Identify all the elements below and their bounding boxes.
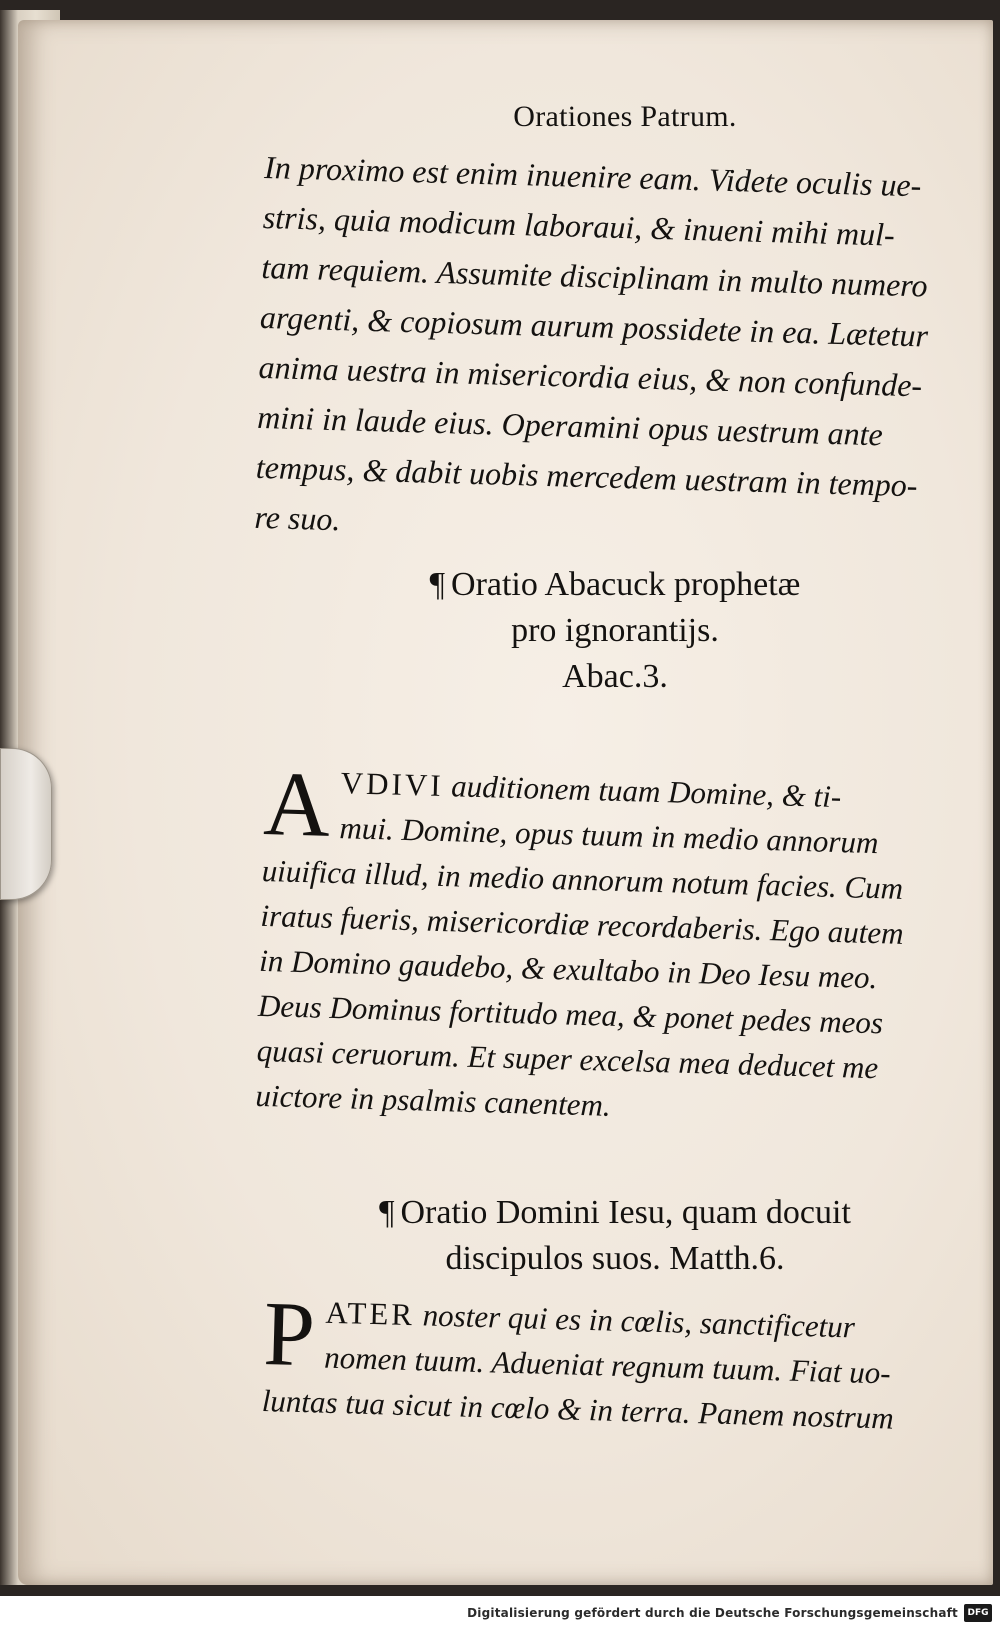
dfg-logo: DFG bbox=[964, 1604, 992, 1622]
text-line: luntas tua sicut in cœlo & in terra. Panem nostrum bbox=[261, 1382, 895, 1436]
passage-1 bbox=[254, 142, 965, 561]
section-heading-oratio-domini bbox=[265, 1190, 965, 1282]
clasp-tab bbox=[0, 748, 52, 900]
small-caps-word: VDIVI bbox=[340, 765, 445, 803]
text-line: iratus fueris, misericordiæ recordaberis. Ego autem bbox=[260, 897, 905, 951]
text-line: mini in laude eius. Operamini opus uestrum ante bbox=[256, 398, 884, 453]
passage-2 bbox=[255, 752, 965, 1137]
heading-line: Oratio Domini Iesu, quam docuit bbox=[400, 1194, 851, 1231]
text-line: In proximo est enim inuenire eam. Videte oculis ue- bbox=[263, 148, 922, 204]
heading-line: pro ignorantijs. bbox=[511, 612, 719, 649]
text-line: quasi ceruorum. Et super excelsa mea deducet me bbox=[256, 1032, 879, 1086]
text-line: in Domino gaudebo, & exultabo in Deo Iesu meo. bbox=[258, 942, 878, 996]
heading-line: Oratio Abacuck prophetæ bbox=[451, 566, 801, 603]
heading-line: Abac.3. bbox=[562, 658, 668, 695]
text-line: tam requiem. Assumite disciplinam in multo numero bbox=[261, 248, 929, 304]
text-line: argenti, & copiosum aurum possidete in ea. Lætetur bbox=[259, 298, 929, 354]
text-line: re suo. bbox=[254, 498, 341, 538]
funding-credit: Digitalisierung gefördert durch die Deutsche Forschungsgemeinschaft bbox=[467, 1606, 958, 1620]
text-line: mui. Domine, opus tuum in medio annorum bbox=[339, 810, 879, 861]
heading-line: discipulos suos. Matth.6. bbox=[445, 1240, 785, 1277]
section-heading-abacuck bbox=[265, 562, 965, 700]
running-head: Orationes Patrum. bbox=[513, 100, 737, 133]
pilcrow-icon: ¶ bbox=[379, 1194, 395, 1231]
passage-3 bbox=[261, 1282, 964, 1442]
text-line: Deus Dominus fortitudo mea, & ponet pedes meos bbox=[257, 987, 884, 1041]
digitization-footer bbox=[0, 1596, 1000, 1630]
pilcrow-icon: ¶ bbox=[429, 566, 446, 603]
text-line: uictore in psalmis canentem. bbox=[255, 1077, 612, 1123]
small-caps-word: ATER bbox=[325, 1294, 416, 1333]
text-line: noster qui es in cœlis, sanctificetur bbox=[414, 1297, 856, 1345]
text-line: anima uestra in misericordia eius, & non confunde- bbox=[258, 348, 923, 404]
text-line: tempus, & dabit uobis mercedem uestram in tempo- bbox=[255, 448, 918, 504]
text-line: nomen tuum. Adueniat regnum tuum. Fiat uo- bbox=[323, 1339, 892, 1391]
drop-cap: P bbox=[262, 1282, 317, 1386]
text-line: uiuifica illud, in medio annorum notum facies. Cum bbox=[261, 852, 904, 906]
page-content bbox=[254, 100, 965, 1436]
text-line: auditionem tuam Domine, & ti- bbox=[443, 768, 842, 815]
text-line: stris, quia modicum laboraui, & inueni mihi mul- bbox=[262, 198, 896, 253]
drop-cap: A bbox=[262, 752, 332, 856]
